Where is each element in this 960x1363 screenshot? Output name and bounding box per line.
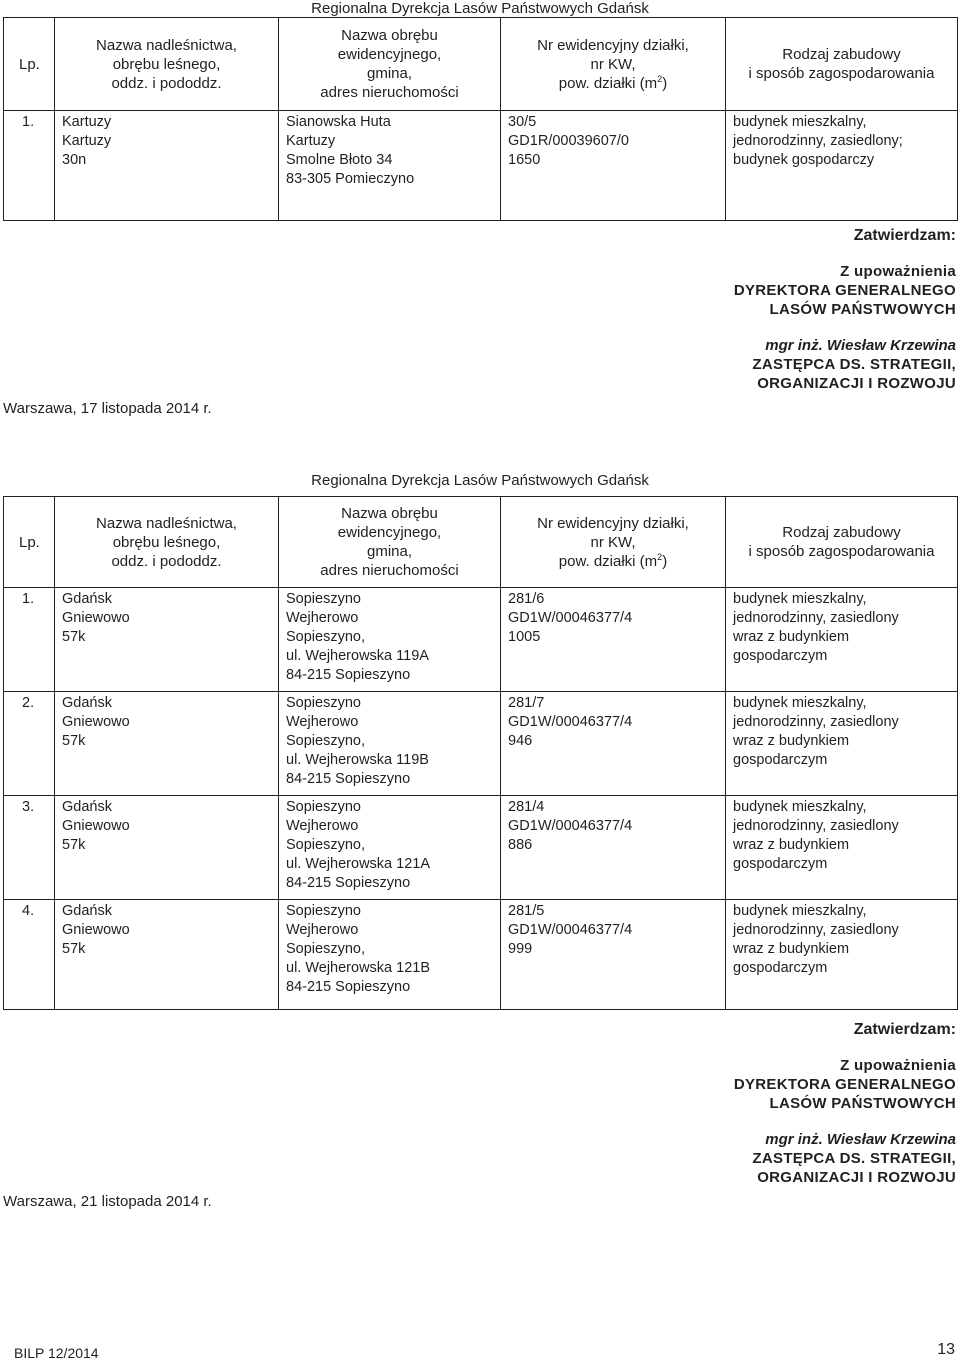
cell-line: jednorodzinny, zasiedlony <box>733 610 899 626</box>
cell-line: 1650 <box>508 152 541 168</box>
header-zabudowa: Rodzaj zabudowy i sposób zagospodarowania <box>726 18 958 111</box>
authorization-line: Z upoważnienia <box>840 1057 956 1074</box>
cell-line: 281/5 <box>508 903 545 919</box>
table-row <box>4 900 958 1010</box>
cell-line: gospodarczym <box>733 648 828 664</box>
cell-line: 30/5 <box>508 114 537 130</box>
cell-line: Kartuzy <box>62 114 112 130</box>
header-nadlesnictwo: Nazwa nadleśnictwa, obrębu leśnego, oddz. i pododdz. <box>55 497 279 588</box>
cell-line: Sopieszyno, <box>286 837 365 853</box>
signer-role: ZASTĘPCA DS. STRATEGII, <box>752 356 956 373</box>
table-row <box>4 588 958 692</box>
cell-line: 84-215 Sopieszyno <box>286 979 411 995</box>
cell-nadlesnictwo <box>55 900 279 1010</box>
table-header-row <box>4 18 958 111</box>
cell-line: Sopieszyno, <box>286 733 365 749</box>
cell-line: 57k <box>62 941 86 957</box>
signer-role-cont: ORGANIZACJI I ROZWOJU <box>757 375 956 392</box>
cell-line: 57k <box>62 837 86 853</box>
cell-line: budynek gospodarczy <box>733 152 875 168</box>
page-number: 13 <box>937 1341 955 1358</box>
header-lp: Lp. <box>4 18 55 111</box>
cell-obreb <box>279 111 501 221</box>
cell-line: gospodarczym <box>733 856 828 872</box>
cell-nadlesnictwo <box>55 588 279 692</box>
cell-line: wraz z budynkiem <box>733 837 850 853</box>
header-lp: Lp. <box>4 497 55 588</box>
cell-line: wraz z budynkiem <box>733 733 850 749</box>
property-table <box>3 496 958 1010</box>
cell-zabudowa <box>726 588 958 692</box>
cell-line: 999 <box>508 941 533 957</box>
cell-line: 886 <box>508 837 533 853</box>
cell-dzialka <box>501 692 726 796</box>
table-row <box>4 692 958 796</box>
publication-label: BILP 12/2014 <box>14 1345 99 1361</box>
cell-obreb <box>279 692 501 796</box>
cell-lp: 2. <box>4 692 55 796</box>
cell-line: jednorodzinny, zasiedlony <box>733 818 899 834</box>
cell-line: gospodarczym <box>733 752 828 768</box>
cell-line: Gdańsk <box>62 799 112 815</box>
cell-line: ul. Wejherowska 121B <box>286 960 431 976</box>
cell-line: budynek mieszkalny, <box>733 903 867 919</box>
cell-line: jednorodzinny, zasiedlony; <box>733 133 903 149</box>
cell-line: Gdańsk <box>62 903 112 919</box>
cell-line: 1005 <box>508 629 541 645</box>
signer-name: mgr inż. Wiesław Krzewina <box>765 1131 956 1148</box>
cell-obreb <box>279 588 501 692</box>
cell-line: GD1W/00046377/4 <box>508 818 633 834</box>
cell-line: Gdańsk <box>62 695 112 711</box>
signer-role: ZASTĘPCA DS. STRATEGII, <box>752 1150 956 1167</box>
property-table <box>3 17 958 221</box>
header-obreb: Nazwa obrębu ewidencyjnego, gmina, adres nieruchomości <box>279 497 501 588</box>
cell-line: GD1W/00046377/4 <box>508 714 633 730</box>
cell-line: Sopieszyno, <box>286 941 365 957</box>
cell-line: jednorodzinny, zasiedlony <box>733 714 899 730</box>
section-heading: Regionalna Dyrekcja Lasów Państwowych Gdańsk <box>311 472 649 489</box>
header-obreb: Nazwa obrębu ewidencyjnego, gmina, adres nieruchomości <box>279 18 501 111</box>
cell-line: 946 <box>508 733 533 749</box>
cell-line: Sopieszyno <box>286 591 361 607</box>
cell-line: jednorodzinny, zasiedlony <box>733 922 899 938</box>
authority-line: DYREKTORA GENERALNEGO <box>733 1076 956 1093</box>
cell-dzialka <box>501 111 726 221</box>
institution-line: LASÓW PAŃSTWOWYCH <box>769 301 956 318</box>
cell-line: ul. Wejherowska 119B <box>286 752 429 768</box>
signer-role-cont: ORGANIZACJI I ROZWOJU <box>757 1169 956 1186</box>
cell-line: wraz z budynkiem <box>733 629 850 645</box>
cell-line: Wejherowo <box>286 922 359 938</box>
cell-line: Kartuzy <box>62 133 112 149</box>
header-nadlesnictwo: Nazwa nadleśnictwa, obrębu leśnego, oddz. i pododdz. <box>55 18 279 111</box>
cell-line: Gniewowo <box>62 714 130 730</box>
cell-line: Sopieszyno, <box>286 629 365 645</box>
cell-line: Sopieszyno <box>286 799 361 815</box>
place-date: Warszawa, 21 listopada 2014 r. <box>3 1193 212 1210</box>
cell-line: budynek mieszkalny, <box>733 799 867 815</box>
approval-title: Zatwierdzam: <box>853 227 956 244</box>
cell-line: 84-215 Sopieszyno <box>286 667 411 683</box>
cell-lp: 3. <box>4 796 55 900</box>
cell-line: Gniewowo <box>62 818 130 834</box>
cell-lp: 4. <box>4 900 55 1010</box>
cell-zabudowa <box>726 111 958 221</box>
cell-line: Kartuzy <box>286 133 336 149</box>
cell-line: 30n <box>62 152 87 168</box>
signer-name: mgr inż. Wiesław Krzewina <box>765 337 956 354</box>
cell-line: budynek mieszkalny, <box>733 114 867 130</box>
institution-line: LASÓW PAŃSTWOWYCH <box>769 1095 956 1112</box>
cell-obreb <box>279 796 501 900</box>
cell-line: 84-215 Sopieszyno <box>286 875 411 891</box>
authority-line: DYREKTORA GENERALNEGO <box>733 282 956 299</box>
cell-line: Wejherowo <box>286 818 359 834</box>
authorization-line: Z upoważnienia <box>840 263 956 280</box>
cell-line: Gniewowo <box>62 610 130 626</box>
cell-obreb <box>279 900 501 1010</box>
cell-line: Sopieszyno <box>286 695 361 711</box>
cell-dzialka <box>501 900 726 1010</box>
cell-line: Sopieszyno <box>286 903 361 919</box>
approval-block <box>556 226 956 393</box>
approval-title: Zatwierdzam: <box>853 1021 956 1038</box>
cell-nadlesnictwo <box>55 796 279 900</box>
cell-zabudowa <box>726 796 958 900</box>
place-date: Warszawa, 17 listopada 2014 r. <box>3 400 212 417</box>
cell-line: Wejherowo <box>286 714 359 730</box>
cell-line: budynek mieszkalny, <box>733 591 867 607</box>
cell-lp: 1. <box>4 111 55 221</box>
cell-line: Gniewowo <box>62 922 130 938</box>
header-dzialka: Nr ewidencyjny działki, nr KW, pow. działki $(m^2)$ <box>501 497 726 588</box>
cell-zabudowa <box>726 900 958 1010</box>
cell-line: 84-215 Sopieszyno <box>286 771 411 787</box>
table-row <box>4 796 958 900</box>
cell-line: Sianowska Huta <box>286 114 391 130</box>
header-dzialka: Nr ewidencyjny działki, nr KW, pow. działki $(m^2)$ <box>501 18 726 111</box>
cell-line: 57k <box>62 629 86 645</box>
cell-line: 281/6 <box>508 591 545 607</box>
cell-dzialka <box>501 796 726 900</box>
cell-line: 281/7 <box>508 695 545 711</box>
table-row <box>4 111 958 221</box>
cell-line: ul. Wejherowska 119A <box>286 648 429 664</box>
cell-line: GD1W/00046377/4 <box>508 922 633 938</box>
cell-line: GD1R/00039607/0 <box>508 133 629 149</box>
cell-nadlesnictwo <box>55 111 279 221</box>
cell-lp: 1. <box>4 588 55 692</box>
cell-line: GD1W/00046377/4 <box>508 610 633 626</box>
cell-line: wraz z budynkiem <box>733 941 850 957</box>
cell-line: Wejherowo <box>286 610 359 626</box>
cell-line: 83-305 Pomieczyno <box>286 171 415 187</box>
table-header-row <box>4 497 958 588</box>
cell-line: 57k <box>62 733 86 749</box>
cell-nadlesnictwo <box>55 692 279 796</box>
cell-zabudowa <box>726 692 958 796</box>
header-zabudowa: Rodzaj zabudowy i sposób zagospodarowania <box>726 497 958 588</box>
cell-line: gospodarczym <box>733 960 828 976</box>
section-heading: Regionalna Dyrekcja Lasów Państwowych Gdańsk <box>311 0 649 17</box>
cell-line: Gdańsk <box>62 591 112 607</box>
cell-line: budynek mieszkalny, <box>733 695 867 711</box>
approval-block <box>556 1020 956 1187</box>
cell-dzialka <box>501 588 726 692</box>
cell-line: Smolne Błoto 34 <box>286 152 393 168</box>
cell-line: 281/4 <box>508 799 545 815</box>
cell-line: ul. Wejherowska 121A <box>286 856 431 872</box>
